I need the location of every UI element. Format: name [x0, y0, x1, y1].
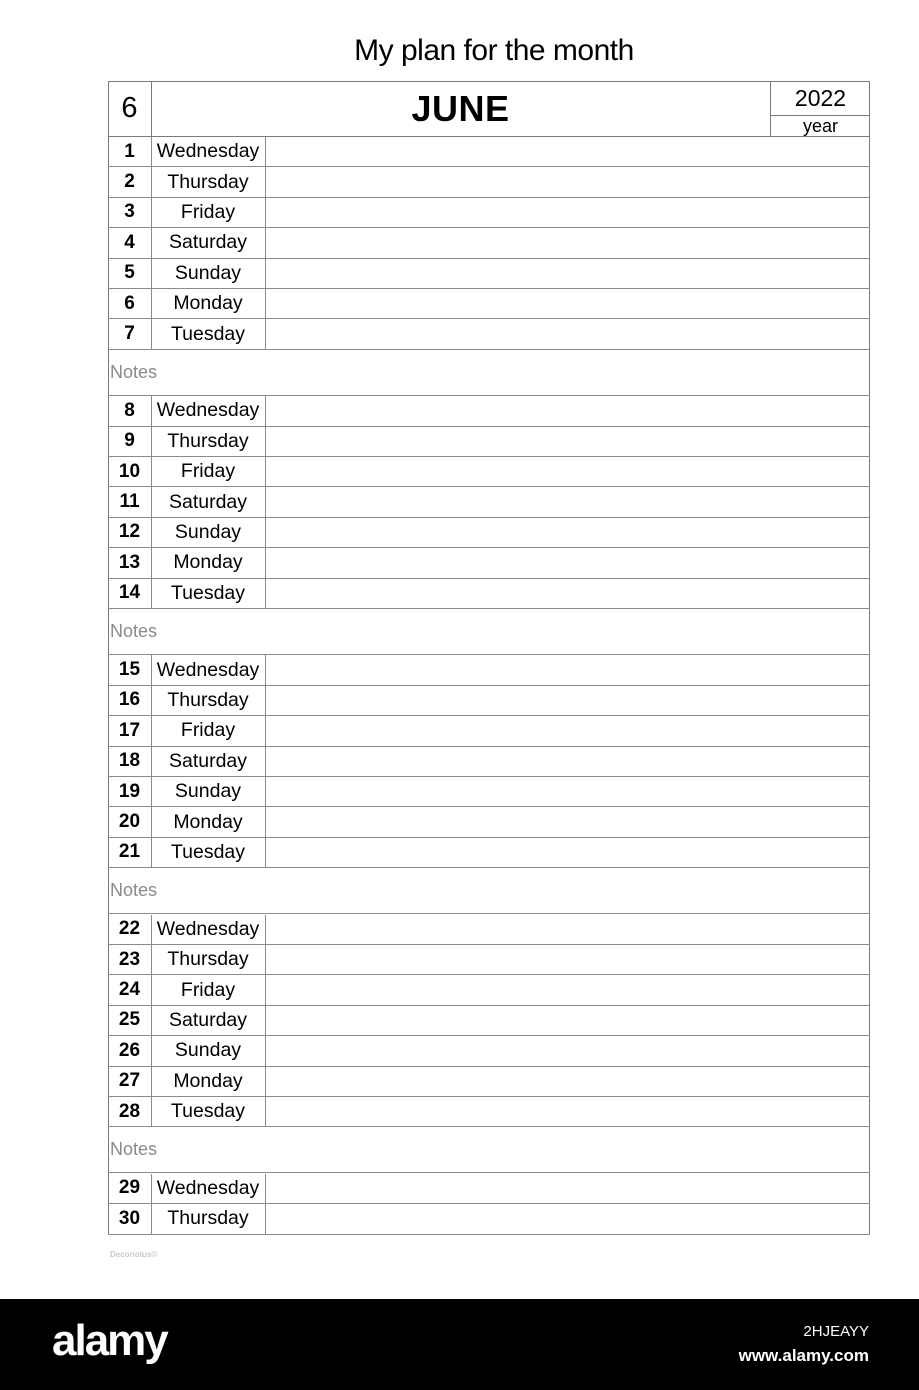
alamy-logo: alamy [52, 1316, 167, 1365]
weekday-name: Thursday [151, 1204, 266, 1233]
day-row[interactable] [108, 1006, 870, 1036]
notes-label: Notes [110, 621, 158, 641]
day-row[interactable] [108, 686, 870, 716]
day-number: 24 [108, 975, 152, 1004]
day-row[interactable] [108, 945, 870, 975]
notes-label: Notes [110, 1139, 158, 1160]
day-number: 22 [108, 915, 152, 944]
day-row[interactable] [108, 975, 870, 1005]
day-number: 15 [108, 655, 152, 684]
day-row[interactable] [108, 1204, 870, 1234]
day-number: 12 [108, 518, 152, 547]
weekday-name: Wednesday [151, 1174, 266, 1203]
day-number: 1 [108, 137, 152, 166]
day-number: 5 [108, 259, 152, 288]
day-number: 4 [108, 228, 152, 257]
day-row[interactable] [108, 1036, 870, 1066]
day-row[interactable] [108, 487, 870, 517]
notes-label: Notes [110, 880, 158, 901]
year-value: 2022 [771, 81, 870, 116]
day-row[interactable] [108, 167, 870, 197]
day-number: 13 [108, 548, 152, 577]
weekday-name: Monday [151, 548, 266, 577]
day-row[interactable] [108, 427, 870, 457]
day-row[interactable] [108, 457, 870, 487]
weekday-name: Tuesday [151, 838, 266, 867]
day-row[interactable] [108, 198, 870, 228]
day-number: 8 [108, 396, 152, 425]
day-row[interactable] [108, 838, 870, 868]
day-row[interactable] [108, 228, 870, 258]
weekday-name: Wednesday [151, 137, 266, 166]
day-row[interactable] [108, 1097, 870, 1127]
day-number: 28 [108, 1097, 152, 1126]
weekday-name: Monday [151, 289, 266, 318]
day-number: 25 [108, 1006, 152, 1035]
day-number: 3 [108, 198, 152, 227]
notes-section[interactable] [108, 1127, 870, 1173]
day-number: 11 [108, 487, 152, 516]
day-number: 19 [108, 777, 152, 806]
weekday-name: Friday [151, 975, 266, 1004]
day-number: 27 [108, 1067, 152, 1096]
day-number: 2 [108, 167, 152, 196]
weekday-name: Friday [151, 716, 266, 745]
day-row[interactable] [108, 1067, 870, 1097]
notes-section[interactable] [108, 350, 870, 396]
day-row[interactable] [108, 747, 870, 777]
day-row[interactable] [108, 777, 870, 807]
weekday-name: Saturday [151, 487, 266, 516]
weekday-name: Tuesday [151, 579, 266, 608]
notes-section[interactable] [108, 868, 870, 914]
day-row[interactable] [108, 655, 870, 685]
page-title: My plan for the month [354, 34, 634, 67]
day-row[interactable] [108, 137, 870, 167]
day-row[interactable] [108, 807, 870, 837]
day-row[interactable] [108, 289, 870, 319]
day-number: 17 [108, 716, 152, 745]
weekday-name: Saturday [151, 747, 266, 776]
weekday-name: Thursday [151, 686, 266, 715]
weekday-name: Wednesday [151, 396, 266, 425]
year-box [770, 81, 870, 136]
day-number: 10 [108, 457, 152, 486]
year-label: year [802, 115, 838, 136]
weekday-name: Thursday [151, 945, 266, 974]
day-number: 9 [108, 427, 152, 456]
day-row[interactable] [108, 915, 870, 945]
weekday-name: Wednesday [151, 915, 266, 944]
day-number: 21 [108, 838, 152, 867]
day-number: 23 [108, 945, 152, 974]
weekday-name: Thursday [151, 167, 266, 196]
weekday-name: Friday [151, 198, 266, 227]
weekday-name: Thursday [151, 427, 266, 456]
weekday-name: Monday [151, 807, 266, 836]
weekday-name: Tuesday [151, 319, 266, 348]
day-number: 20 [108, 807, 152, 836]
month-header [108, 81, 870, 137]
month-number: 6 [108, 81, 152, 136]
day-number: 6 [108, 289, 152, 318]
day-number: 7 [108, 319, 152, 348]
day-number: 29 [108, 1174, 152, 1203]
image-id: 2HJEAYY [803, 1323, 869, 1340]
month-name: JUNE [411, 87, 510, 129]
weekday-name: Friday [151, 457, 266, 486]
notes-label: Notes [110, 361, 158, 382]
day-number: 18 [108, 747, 152, 776]
day-row[interactable] [108, 259, 870, 289]
day-row[interactable] [108, 579, 870, 609]
weekday-name: Saturday [151, 1006, 266, 1035]
day-row[interactable] [108, 319, 870, 349]
day-number: 30 [108, 1204, 152, 1233]
weekday-name: Saturday [151, 228, 266, 257]
weekday-name: Wednesday [151, 655, 266, 684]
day-number: 14 [108, 579, 152, 608]
brand-mark: Decoriolus© [110, 1250, 158, 1259]
day-row[interactable] [108, 1174, 870, 1204]
weekday-name: Sunday [151, 777, 266, 806]
weekday-name: Sunday [151, 1036, 266, 1065]
site-url: www.alamy.com [738, 1346, 869, 1365]
day-row[interactable] [108, 518, 870, 548]
day-row[interactable] [108, 716, 870, 746]
weekday-name: Tuesday [151, 1097, 266, 1126]
weekday-name: Sunday [151, 518, 266, 547]
weekday-name: Sunday [151, 259, 266, 288]
day-row[interactable] [108, 548, 870, 578]
day-row[interactable] [108, 396, 870, 426]
notes-section[interactable] [108, 609, 870, 655]
day-number: 16 [108, 686, 152, 715]
weekday-name: Monday [151, 1067, 266, 1096]
day-number: 26 [108, 1036, 152, 1065]
